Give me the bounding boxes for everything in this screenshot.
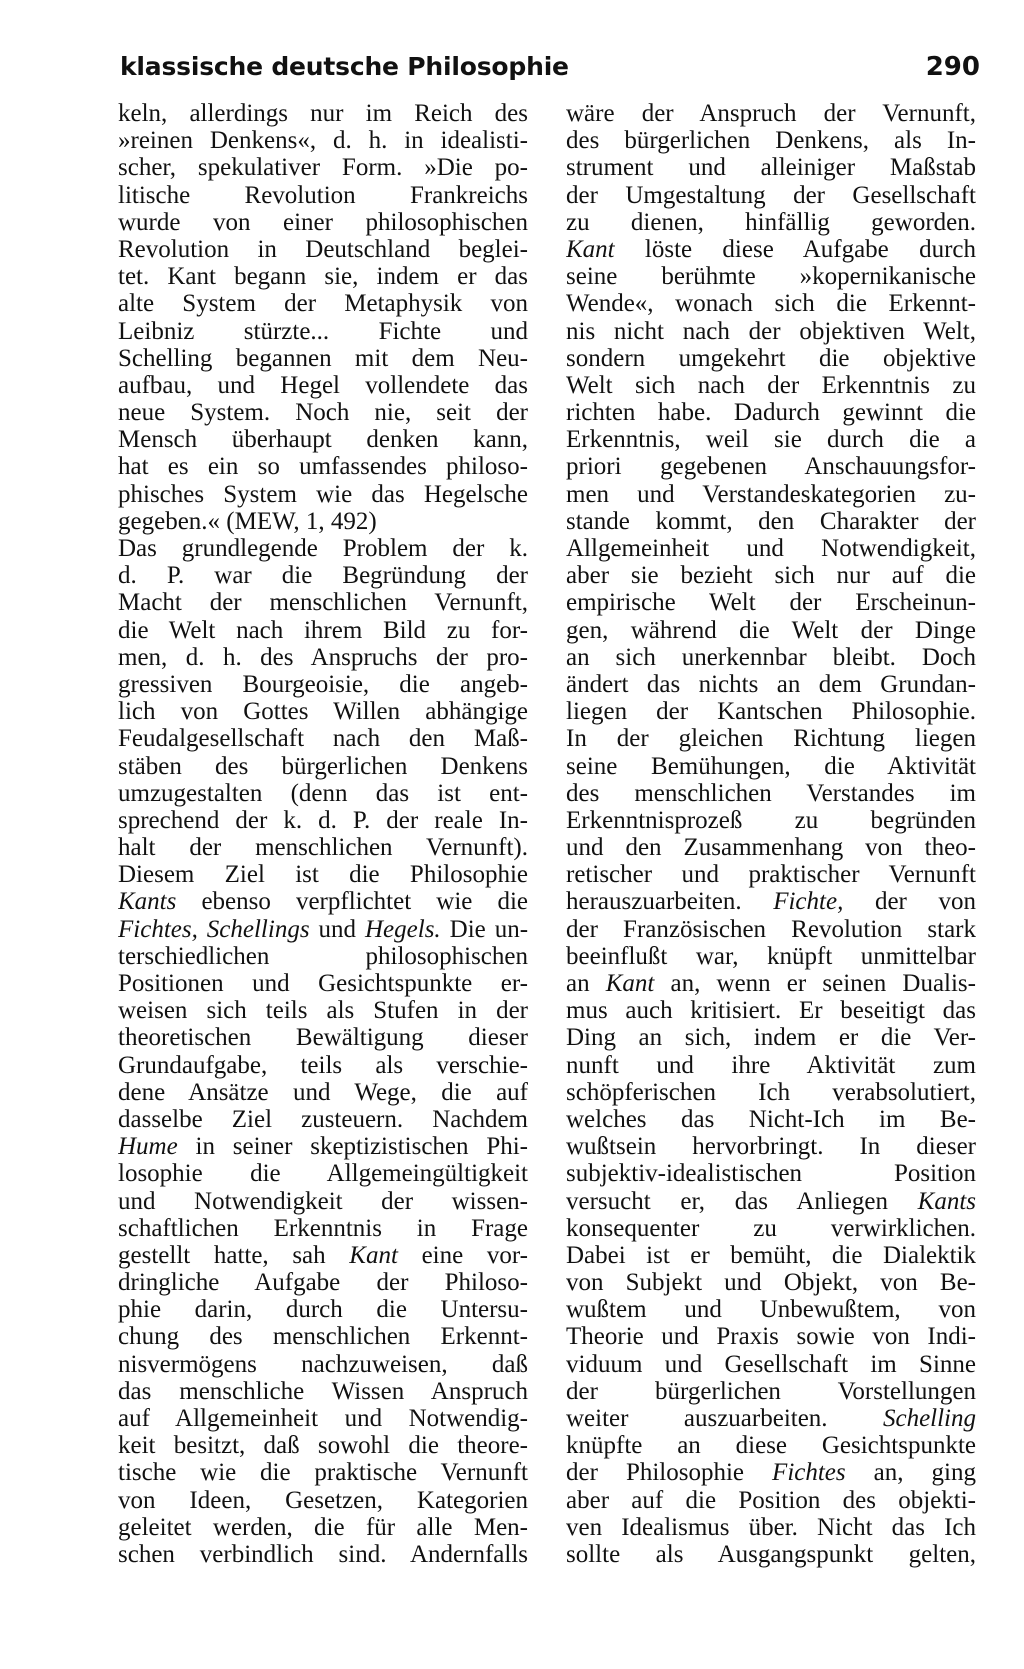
text-run: von Subjekt und Objekt, von Be-: [566, 1269, 976, 1297]
text-line: [118, 1160, 528, 1187]
text-line: [118, 1242, 528, 1269]
text-run: keit besitzt, daß sowohl die theore-: [118, 1432, 528, 1460]
text-line: [566, 1323, 976, 1350]
text-line: [118, 916, 528, 943]
text-line: [118, 154, 528, 181]
text-run: Macht der menschlichen Vernunft,: [118, 589, 528, 617]
text-line: [566, 780, 976, 807]
italic-name: Schelling: [882, 1405, 976, 1432]
text-run: an, ging: [845, 1459, 976, 1487]
text-run: der bürgerlichen Vorstellungen: [566, 1377, 976, 1405]
text-line: [566, 209, 976, 236]
text-line: [118, 589, 528, 616]
text-line: [118, 1487, 528, 1514]
text-line: [118, 1215, 528, 1242]
text-run: wurde von einer philosophischen: [118, 208, 528, 236]
text-run: beeinflußt war, knüpft unmittelbar: [566, 942, 976, 970]
text-run: men, d. h. des Anspruchs der pro-: [118, 643, 528, 671]
text-run: richten habe. Dadurch gewinnt die: [566, 399, 976, 427]
text-run: Leibniz stürzte... Fichte und: [118, 317, 528, 345]
italic-name: Fichtes, Schellings: [118, 915, 310, 943]
text-line: [118, 1541, 528, 1568]
text-run: gestellt hatte, sah: [118, 1241, 350, 1269]
text-run: hat es ein so umfassendes philoso-: [118, 453, 528, 481]
text-run: tische wie die praktische Vernunft: [118, 1459, 528, 1487]
text-line: [566, 997, 976, 1024]
text-line: [118, 1405, 528, 1432]
text-line: [118, 888, 528, 915]
text-line: [566, 481, 976, 508]
text-line: [118, 426, 528, 453]
text-run: tet. Kant begann sie, indem er das: [118, 263, 528, 291]
text-line: [118, 290, 528, 317]
text-run: Die un-: [440, 915, 528, 943]
text-line: [118, 970, 528, 997]
text-run: priori gegebenen Anschauungsfor-: [566, 453, 976, 481]
text-run: Dabei ist er bemüht, die Dialektik: [566, 1241, 976, 1269]
text-line: [566, 861, 976, 888]
text-run: chung des menschlichen Erkennt-: [118, 1323, 528, 1351]
text-run: des bürgerlichen Denkens, als In-: [566, 127, 976, 155]
text-line: [566, 127, 976, 154]
text-run: zu dienen, hinfällig geworden.: [566, 208, 976, 236]
text-line: [118, 1514, 528, 1541]
text-run: der Philosophie: [566, 1459, 773, 1487]
text-column-left: [118, 100, 528, 1568]
text-line: [118, 807, 528, 834]
text-line: [118, 671, 528, 698]
text-run: In der gleichen Richtung liegen: [566, 725, 976, 753]
text-line: [566, 1541, 976, 1568]
text-run: theoretischen Bewältigung dieser: [118, 1024, 528, 1052]
text-line: [566, 426, 976, 453]
text-run: weiter auszuarbeiten.: [566, 1405, 883, 1432]
text-line: [118, 834, 528, 861]
text-line: [566, 1405, 976, 1432]
text-line: [566, 263, 976, 290]
text-run: gen, während die Welt der Dinge: [566, 616, 976, 644]
text-run: Positionen und Gesichtspunkte er-: [118, 970, 528, 997]
text-line: [118, 780, 528, 807]
text-run: welches das Nicht-Ich im Be-: [566, 1105, 976, 1133]
text-line: [566, 1160, 976, 1187]
text-run: konsequenter zu verwirklichen.: [566, 1214, 976, 1242]
text-line: [566, 1487, 976, 1514]
text-line: [118, 1052, 528, 1079]
text-line: [566, 1296, 976, 1323]
text-run: stäben des bürgerlichen Denkens: [118, 752, 528, 780]
text-line: [566, 1269, 976, 1296]
text-run: dasselbe Ziel zusteuern. Nachdem: [118, 1105, 528, 1133]
text-line: [118, 861, 528, 888]
italic-name: Kant: [605, 970, 655, 997]
text-run: und: [309, 915, 365, 943]
text-run: Wende«, wonach sich die Erkennt-: [566, 290, 976, 318]
text-run: und Notwendigkeit der wissen-: [118, 1187, 528, 1215]
text-line: [566, 318, 976, 345]
text-run: dene Ansätze und Wege, die auf: [118, 1078, 528, 1106]
text-run: lich von Gottes Willen abhängige: [118, 698, 528, 726]
text-line: [118, 1106, 528, 1133]
text-run: schöpferischen Ich verabsolutiert,: [566, 1078, 976, 1106]
text-line: [566, 1351, 976, 1378]
text-run: der Umgestaltung der Gesellschaft: [566, 181, 976, 209]
text-line: [118, 1459, 528, 1486]
text-run: der von: [843, 888, 976, 916]
text-run: geleitet werden, die für alle Men-: [118, 1513, 528, 1541]
text-run: an: [566, 970, 606, 997]
text-run: wußtem und Unbewußtem, von: [566, 1296, 976, 1324]
text-line: [118, 372, 528, 399]
text-line: [566, 698, 976, 725]
text-run: aufbau, und Hegel vollendete das: [118, 371, 528, 399]
text-run: des menschlichen Verstandes im: [566, 779, 976, 807]
text-run: knüpfte an diese Gesichtspunkte: [566, 1432, 976, 1460]
text-line: [118, 345, 528, 372]
text-line: [566, 1215, 976, 1242]
text-run: gressiven Bourgeoisie, die angeb-: [118, 670, 528, 698]
page-header: [120, 52, 980, 88]
text-line: [566, 943, 976, 970]
text-run: versucht er, das Anliegen: [566, 1187, 918, 1215]
text-run: Erkenntnisprozeß zu begründen: [566, 806, 976, 834]
text-line: [566, 236, 976, 263]
text-run: an sich unerkennbar bleibt. Doch: [566, 643, 976, 671]
text-run: alte System der Metaphysik von: [118, 290, 528, 318]
text-line: [118, 698, 528, 725]
text-line: [118, 1323, 528, 1350]
text-run: mus auch kritisiert. Er beseitigt das: [566, 997, 976, 1025]
text-line: [118, 182, 528, 209]
italic-name: Kants: [118, 888, 177, 916]
text-line: [566, 1024, 976, 1051]
text-run: nis nicht nach der objektiven Welt,: [566, 317, 976, 345]
text-run: das menschliche Wissen Anspruch: [118, 1377, 528, 1405]
text-run: terschiedlichen philosophischen: [118, 942, 528, 970]
text-line: [566, 508, 976, 535]
text-run: liegen der Kantschen Philosophie.: [566, 698, 976, 726]
text-run: der Französischen Revolution stark: [566, 915, 976, 943]
text-run: sprechend der k. d. P. der reale In-: [118, 806, 528, 834]
text-run: sollte als Ausgangspunkt gelten,: [566, 1540, 976, 1568]
text-run: umzugestalten (denn das ist ent-: [118, 779, 528, 807]
text-run: retischer und praktischer Vernunft: [566, 861, 976, 889]
text-line: [118, 562, 528, 589]
text-line: [118, 318, 528, 345]
text-line: [566, 644, 976, 671]
text-line: [566, 290, 976, 317]
italic-name: Kant: [349, 1241, 398, 1269]
text-run: auf Allgemeinheit und Notwendig-: [118, 1405, 528, 1432]
text-run: nisvermögens nachzuweisen, daß: [118, 1350, 528, 1378]
text-run: Diesem Ziel ist die Philosophie: [118, 861, 528, 889]
text-run: strument und alleiniger Maßstab: [566, 154, 976, 182]
italic-name: Fichtes: [772, 1459, 846, 1487]
italic-name: Fichte,: [773, 888, 844, 916]
text-run: ebenso verpflichtet wie die: [176, 888, 528, 916]
text-line: [118, 263, 528, 290]
text-line: [566, 970, 976, 997]
text-run: Grundaufgabe, teils als verschie-: [118, 1051, 528, 1079]
text-line: [118, 1269, 528, 1296]
text-run: gegeben.« (MEW, 1, 492): [118, 507, 377, 535]
text-line: [118, 943, 528, 970]
text-run: Welt sich nach der Erkenntnis zu: [566, 371, 976, 399]
text-line: [566, 589, 976, 616]
text-run: neue System. Noch nie, seit der: [118, 399, 528, 427]
text-line: [118, 753, 528, 780]
text-line: [566, 916, 976, 943]
text-line: [118, 209, 528, 236]
text-line: [566, 888, 976, 915]
text-run: Mensch überhaupt denken kann,: [118, 426, 528, 454]
text-line: [118, 1133, 528, 1160]
text-run: nunft und ihre Aktivität zum: [566, 1051, 976, 1079]
italic-name: Kant: [566, 235, 615, 263]
text-run: aber sie bezieht sich nur auf die: [566, 562, 976, 590]
text-run: Feudalgesellschaft nach den Maß-: [118, 725, 528, 753]
text-run: herauszuarbeiten.: [566, 888, 774, 916]
text-run: schaftlichen Erkenntnis in Frage: [118, 1214, 528, 1242]
text-line: [118, 725, 528, 752]
text-run: sondern umgekehrt die objektive: [566, 344, 976, 372]
text-run: halt der menschlichen Vernunft).: [118, 834, 528, 862]
text-line: [118, 535, 528, 562]
text-line: [118, 617, 528, 644]
text-run: subjektiv-idealistischen Position: [566, 1160, 976, 1188]
running-head: klassische deutsche Philosophie: [120, 52, 569, 81]
text-run: eine vor-: [397, 1241, 528, 1269]
text-column-right: [566, 100, 976, 1568]
text-run: viduum und Gesellschaft im Sinne: [566, 1350, 976, 1378]
text-run: »reinen Denkens«, d. h. in idealisti-: [118, 127, 528, 155]
text-line: [566, 1188, 976, 1215]
text-line: [118, 1351, 528, 1378]
text-line: [566, 345, 976, 372]
text-line: [566, 807, 976, 834]
text-line: [566, 1459, 976, 1486]
page-number: 290: [925, 52, 980, 82]
text-run: empirische Welt der Erscheinun-: [566, 589, 976, 617]
text-run: Ding an sich, indem er die Ver-: [566, 1024, 976, 1052]
text-line: [118, 1188, 528, 1215]
text-run: scher, spekulativer Form. »Die po-: [118, 154, 528, 182]
text-run: Das grundlegende Problem der k.: [118, 535, 528, 562]
text-line: [118, 100, 528, 127]
text-line: [566, 1052, 976, 1079]
text-line: [118, 997, 528, 1024]
text-line: [566, 399, 976, 426]
text-run: die Welt nach ihrem Bild zu for-: [118, 616, 528, 644]
text-run: d. P. war die Begründung der: [118, 562, 528, 590]
text-run: phisches System wie das Hegelsche: [118, 480, 528, 508]
text-line: [118, 399, 528, 426]
text-line: [118, 508, 528, 535]
text-line: [118, 1296, 528, 1323]
text-line: [566, 617, 976, 644]
text-line: [118, 453, 528, 480]
text-run: wußtsein hervorbringt. In dieser: [566, 1133, 976, 1161]
text-line: [566, 535, 976, 562]
text-run: und den Zusammenhang von theo-: [566, 834, 976, 862]
text-line: [566, 1514, 976, 1541]
text-line: [566, 834, 976, 861]
text-run: phie darin, durch die Untersu-: [118, 1296, 528, 1324]
text-run: wäre der Anspruch der Vernunft,: [566, 100, 976, 127]
text-line: [566, 753, 976, 780]
text-line: [566, 453, 976, 480]
text-line: [566, 1432, 976, 1459]
italic-name: Hegels.: [365, 915, 441, 943]
text-line: [566, 154, 976, 181]
text-run: in seiner skeptizistischen Phi-: [177, 1133, 528, 1161]
italic-name: Kants: [917, 1187, 976, 1215]
italic-name: Hume: [118, 1133, 178, 1161]
text-run: Allgemeinheit und Notwendigkeit,: [566, 535, 976, 562]
text-line: [118, 644, 528, 671]
text-run: litische Revolution Frankreichs: [118, 181, 528, 209]
text-run: dringliche Aufgabe der Philoso-: [118, 1269, 528, 1297]
text-run: seine Bemühungen, die Aktivität: [566, 752, 976, 780]
text-run: keln, allerdings nur im Reich des: [118, 100, 528, 127]
text-run: ändert das nichts an dem Grundan-: [566, 670, 976, 698]
text-run: an, wenn er seinen Dualis-: [654, 970, 976, 997]
text-line: [118, 1378, 528, 1405]
text-line: [566, 100, 976, 127]
text-run: Erkenntnis, weil sie durch die a: [566, 426, 976, 454]
text-line: [566, 1106, 976, 1133]
text-run: men und Verstandeskategorien zu-: [566, 480, 976, 508]
text-line: [566, 372, 976, 399]
text-run: von Ideen, Gesetzen, Kategorien: [118, 1486, 528, 1514]
text-run: löste diese Aufgabe durch: [614, 235, 976, 263]
text-run: Theorie und Praxis sowie von Indi-: [566, 1323, 976, 1351]
text-line: [566, 1079, 976, 1106]
text-line: [566, 1378, 976, 1405]
text-run: Schelling begannen mit dem Neu-: [118, 344, 528, 372]
text-line: [118, 1432, 528, 1459]
text-line: [118, 236, 528, 263]
text-run: Revolution in Deutschland beglei-: [118, 235, 528, 263]
text-line: [566, 182, 976, 209]
text-run: seine berühmte »kopernikanische: [566, 263, 976, 291]
text-run: weisen sich teils als Stufen in der: [118, 997, 528, 1025]
text-line: [566, 1133, 976, 1160]
text-line: [118, 481, 528, 508]
text-run: losophie die Allgemeingültigkeit: [118, 1160, 528, 1188]
text-line: [566, 1242, 976, 1269]
text-line: [566, 562, 976, 589]
text-line: [118, 1079, 528, 1106]
text-run: stande kommt, den Charakter der: [566, 507, 976, 535]
text-run: schen verbindlich sind. Andernfalls: [118, 1540, 528, 1568]
text-line: [566, 725, 976, 752]
text-line: [566, 671, 976, 698]
text-run: aber auf die Position des objekti-: [566, 1486, 976, 1514]
text-line: [118, 1024, 528, 1051]
text-line: [118, 127, 528, 154]
text-run: ven Idealismus über. Nicht das Ich: [566, 1513, 976, 1541]
